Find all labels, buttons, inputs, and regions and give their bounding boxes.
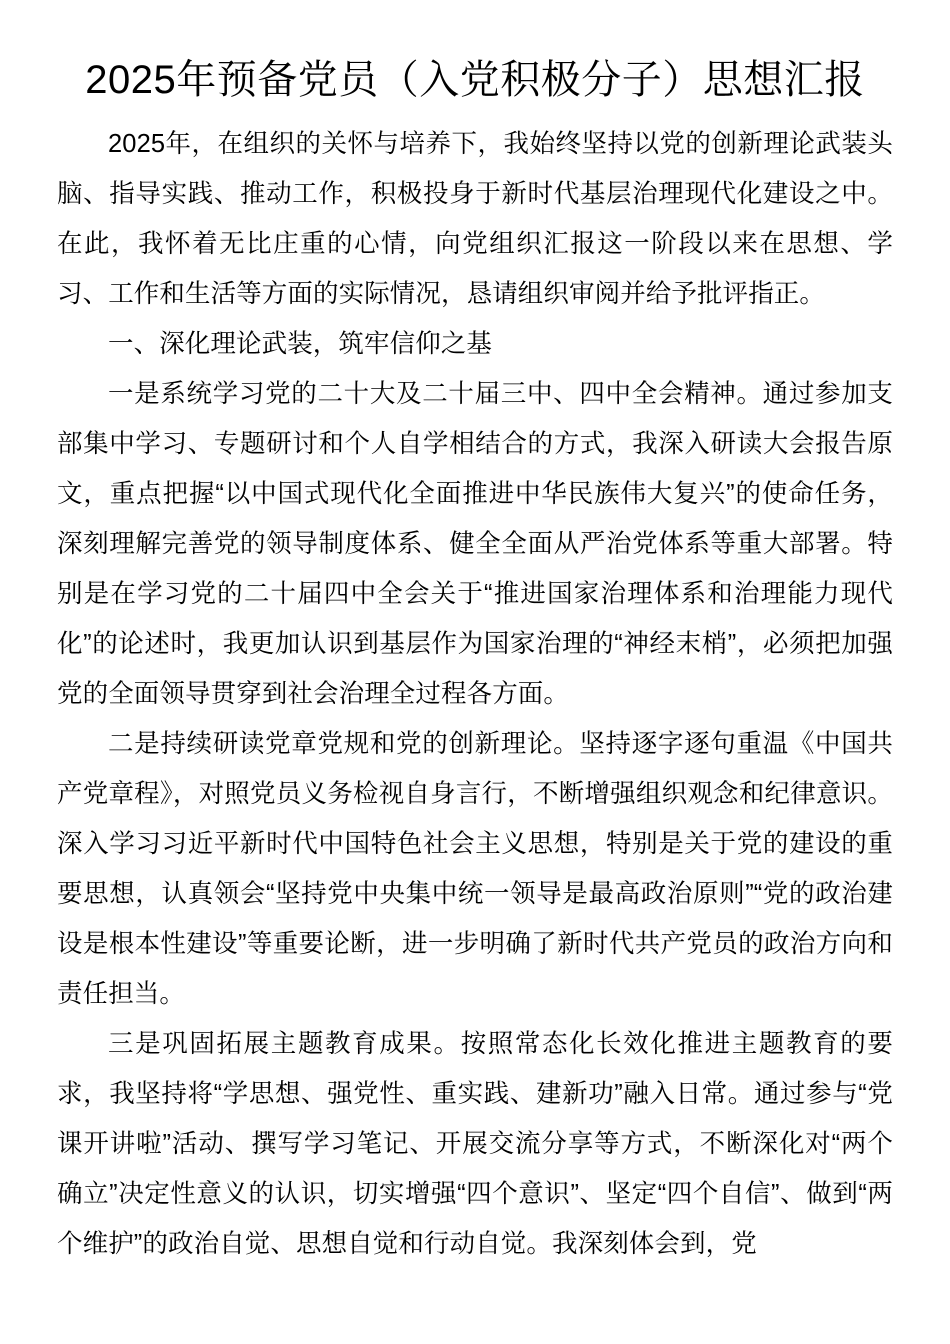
paragraph-point-1: 一是系统学习党的二十大及二十届三中、四中全会精神。通过参加支部集中学习、专题研讨和个人自学相结合的方式，我深入研读大会报告原文，重点把握“以中国式现代化全面推进中华民族伟大复兴”的使命任务，深刻理解完善党的领导制度体系、健全全面从严治党体系等重大部署。特别是在学习党的二十届四中全会关于“推进国家治理体系和治理能力现代化”的论述时，我更加认识到基层作为国家治理的“神经末梢”，必须把加强党的全面领导贯穿到社会治理全过程各方面。 <box>57 380 893 708</box>
document-body <box>57 119 893 1269</box>
paragraph-point-3: 三是巩固拓展主题教育成果。按照常态化长效化推进主题教育的要求，我坚持将“学思想、强党性、重实践、建新功”融入日常。通过参与“党课开讲啦”活动、撰写学习笔记、开展交流分享等方式，不断深化对“两个确立”决定性意义的认识，切实增强“四个意识”、坚定“四个自信”、做到“两个维护”的政治自觉、思想自觉和行动自觉。我深刻体会到，党 <box>57 1030 893 1258</box>
paragraph-point-2: 二是持续研读党章党规和党的创新理论。坚持逐字逐句重温《中国共产党章程》，对照党员义务检视自身言行，不断增强组织观念和纪律意识。深入学习习近平新时代中国特色社会主义思想，特别是关于党的建设的重要思想，认真领会“坚持党中央集中统一领导是最高政治原则”“党的政治建设是根本性建设”等重要论断，进一步明确了新时代共产党员的政治方向和责任担当。 <box>57 730 893 1008</box>
section-heading-1: 一、深化理论武装，筑牢信仰之基 <box>108 330 493 358</box>
page-title: 2025年预备党员（入党积极分子）思想汇报 <box>85 58 865 102</box>
paragraph-intro: 2025年，在组织的关怀与培养下，我始终坚持以党的创新理论武装头脑、指导实践、推动工作，积极投身于新时代基层治理现代化建设之中。在此，我怀着无比庄重的心情，向党组织汇报这一阶段以来在思想、学习、工作和生活等方面的实际情况，恳请组织审阅并给予批评指正。 <box>57 130 893 308</box>
